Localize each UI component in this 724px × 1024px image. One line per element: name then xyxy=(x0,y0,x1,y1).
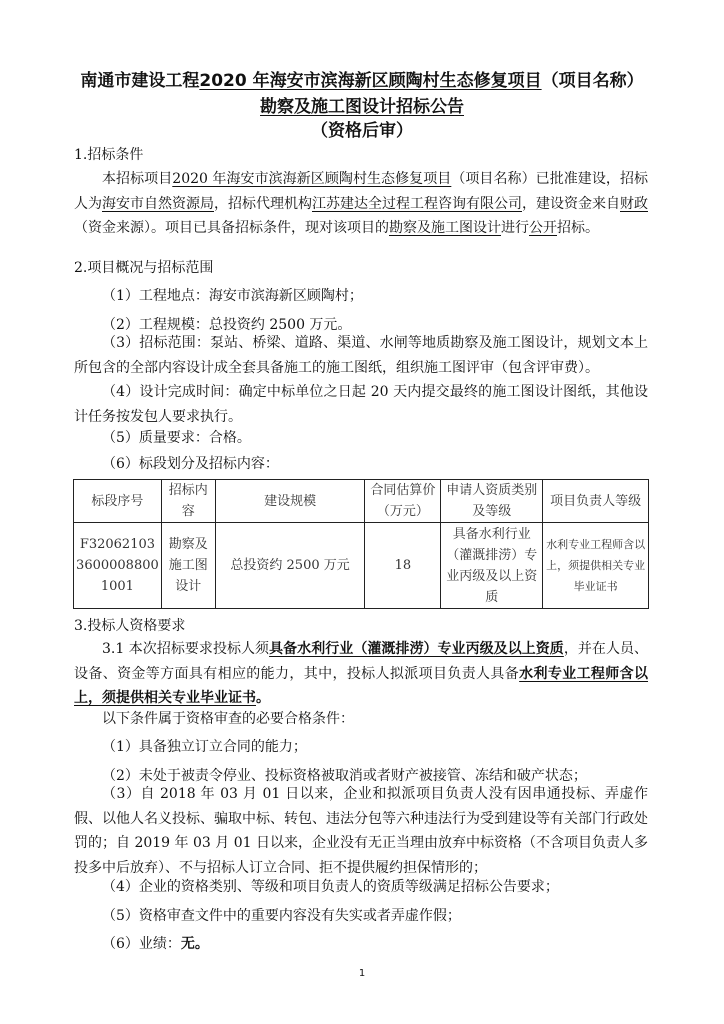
header-scale: 建设规模 xyxy=(215,480,365,523)
section-1-heading: 1.招标条件 xyxy=(74,147,144,163)
condition-1: （1）具备独立订立合同的能力； xyxy=(102,739,307,755)
cell-qualification: 具备水利行业（灌溉排涝）专业丙级及以上资质 xyxy=(441,523,543,609)
condition-2: （2）未处于被责令停业、投标资格被取消或者财产被接管、冻结和破产状态； xyxy=(102,768,587,784)
header-content: 招标内容 xyxy=(161,480,215,523)
condition-5: （5）资格审查文件中的重要内容没有失实或者弄虚作假； xyxy=(102,908,461,924)
title-suffix: （项目名称） xyxy=(541,71,644,91)
table-row xyxy=(74,523,649,609)
title-prefix: 南通市建设工程 xyxy=(80,71,200,91)
title-line-3: （资格后审） xyxy=(311,121,413,141)
design-completion-time: （4）设计完成时间：确定中标单位之日起 20 天内提交最终的施工图设计图纸，其他设计任务按发包人要求执行。 xyxy=(74,384,648,425)
qualification-paragraph: 3.1 本次招标要求投标人须具备水利行业（灌溉排涝）专业丙级及以上资质，并在人员、设备、资金等方面具有相应的能力，其中，投标人拟派项目负责人具备水利专业工程师含以上，须提供相关专业毕业证书。 xyxy=(74,641,649,706)
project-scale: （2）工程规模：总投资约 2500 万元。 xyxy=(102,317,352,333)
title-line-2 xyxy=(60,94,664,120)
section-2-heading: 2.项目概况与招标范围 xyxy=(74,260,214,276)
required-conditions-intro: 以下条件属于资格审查的必要合格条件： xyxy=(102,711,354,727)
header-lead-level: 项目负责人等级 xyxy=(543,480,649,523)
quality-requirement: （5）质量要求：合格。 xyxy=(102,430,251,446)
lot-division-label: （6）标段划分及招标内容： xyxy=(102,456,279,472)
title-line-1 xyxy=(60,68,664,94)
title-project-name: 2020 年海安市滨海新区顾陶村生态修复项目 xyxy=(199,71,542,91)
condition-6: （6）业绩：无。 xyxy=(102,936,209,952)
project-location: （1）工程地点：海安市滨海新区顾陶村； xyxy=(102,288,363,304)
cell-content: 勘察及施工图设计 xyxy=(161,523,215,609)
header-qualification: 申请人资质类别及等级 xyxy=(441,480,543,523)
section-1-paragraph: 本招标项目2020 年海安市滨海新区顾陶村生态修复项目（项目名称）已批准建设，招标人为海安市自然资源局，招标代理机构江苏建达全过程工程咨询有限公司，建设资金来自财政（资金来源）。项目已具备招标条件，现对该项目的勘察及施工图设计进行公开招标。 xyxy=(74,171,649,236)
tender-scope: （3）招标范围：泵站、桥梁、道路、渠道、水闸等地质勘察及施工图设计，规划文本上所包含的全部内容设计成全套具备施工的施工图纸，组织施工图评审（包含评审费）。 xyxy=(74,335,648,376)
title-subject: 勘察及施工图设计招标公告 xyxy=(260,97,464,117)
header-price: 合同估算价（万元） xyxy=(365,480,441,523)
cell-price: 18 xyxy=(365,523,441,609)
condition-4: （4）企业的资格类别、等级和项目负责人的资质等级满足招标公告要求； xyxy=(102,879,559,895)
section-3-heading: 3.投标人资格要求 xyxy=(74,618,186,634)
header-lot-no: 标段序号 xyxy=(74,480,162,523)
table-header-row xyxy=(74,480,649,523)
cell-scale: 总投资约 2500 万元 xyxy=(215,523,365,609)
lot-table xyxy=(73,479,649,609)
cell-lot-no: F3206210336000088001001 xyxy=(74,523,162,609)
cell-lead-level: 水利专业工程师含以上，须提供相关专业毕业证书 xyxy=(543,523,649,609)
condition-3: （3）自 2018 年 03 月 01 日以来，企业和拟派项目负责人没有因串通投标、弄虚作假、以他人名义投标、骗取中标、转包、违法分包等六种违法行为受到建设等有关部门行政处罚的；自 2019 年 03 月 01 日以来，企业没有无正当理由放弃中标资格（不含项目负责人多投多中后放弃）、不与招标人订立合同、拒不提供履约担保情形的； xyxy=(74,786,648,876)
page-number: 1 xyxy=(358,968,366,979)
